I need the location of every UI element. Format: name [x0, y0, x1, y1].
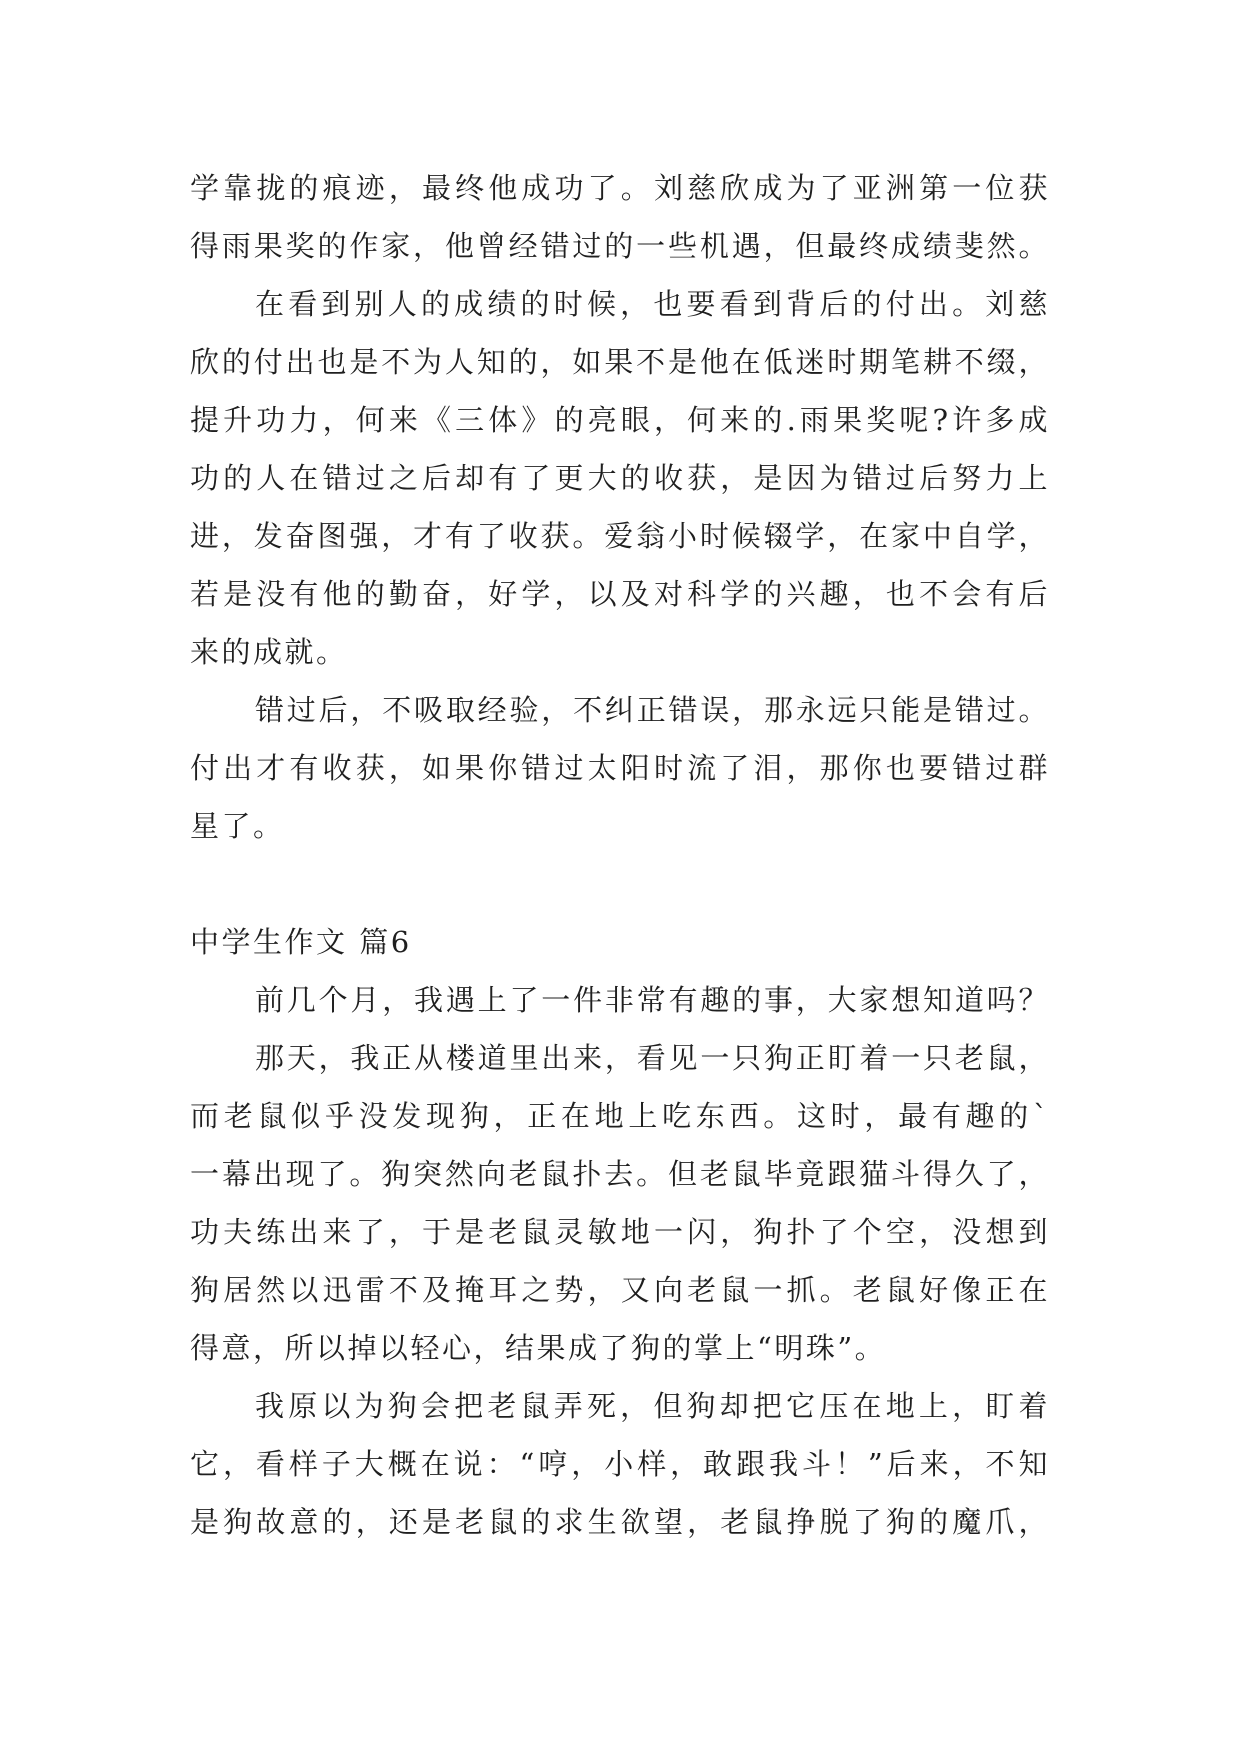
text-line: 得意，所以掉以轻心，结果成了狗的掌上“明珠”。 — [190, 1331, 887, 1365]
text-line: 功夫练出来了，于是老鼠灵敏地一闪，狗扑了个空，没想到 — [190, 1215, 1050, 1249]
text-line: 星了。 — [190, 809, 285, 843]
text-line: 前几个月，我遇上了一件非常有趣的事，大家想知道吗？ — [255, 983, 1050, 1017]
text-line: 得雨果奖的作家，他曾经错过的一些机遇，但最终成绩斐然。 — [190, 229, 1050, 263]
text-line: 一幕出现了。狗突然向老鼠扑去。但老鼠毕竟跟猫斗得久了， — [190, 1157, 1050, 1191]
text-line: 付出才有收获，如果你错过太阳时流了泪，那你也要错过群 — [190, 751, 1050, 785]
text-line: 它，看样子大概在说：“哼，小样，敢跟我斗！”后来，不知 — [190, 1447, 1050, 1481]
text-line: 狗居然以迅雷不及掩耳之势，又向老鼠一抓。老鼠好像正在 — [190, 1273, 1050, 1307]
text-line: 功的人在错过之后却有了更大的收获，是因为错过后努力上 — [190, 461, 1050, 495]
text-line: 而老鼠似乎没发现狗，正在地上吃东西。这时，最有趣的` — [190, 1099, 1050, 1133]
text-line: 欣的付出也是不为人知的，如果不是他在低迷时期笔耕不缀， — [190, 345, 1050, 379]
text-line: 进，发奋图强，才有了收获。爱翁小时候辍学，在家中自学， — [190, 519, 1050, 553]
text-line: 是狗故意的，还是老鼠的求生欲望，老鼠挣脱了狗的魔爪， — [190, 1505, 1050, 1539]
text-line: 那天，我正从楼道里出来，看见一只狗正盯着一只老鼠， — [255, 1041, 1050, 1075]
text-line: 在看到别人的成绩的时候，也要看到背后的付出。刘慈 — [255, 287, 1050, 321]
text-line: 提升功力，何来《三体》的亮眼，何来的.雨果奖呢?许多成 — [190, 403, 1050, 437]
text-line: 我原以为狗会把老鼠弄死，但狗却把它压在地上，盯着 — [255, 1389, 1050, 1423]
text-line: 来的成就。 — [190, 635, 348, 669]
text-line: 学靠拢的痕迹，最终他成功了。刘慈欣成为了亚洲第一位获 — [190, 171, 1050, 205]
text-line: 错过后，不吸取经验，不纠正错误，那永远只能是错过。 — [255, 693, 1050, 727]
section-heading: 中学生作文 篇6 — [190, 925, 412, 959]
text-line: 若是没有他的勤奋，好学，以及对科学的兴趣，也不会有后 — [190, 577, 1050, 611]
